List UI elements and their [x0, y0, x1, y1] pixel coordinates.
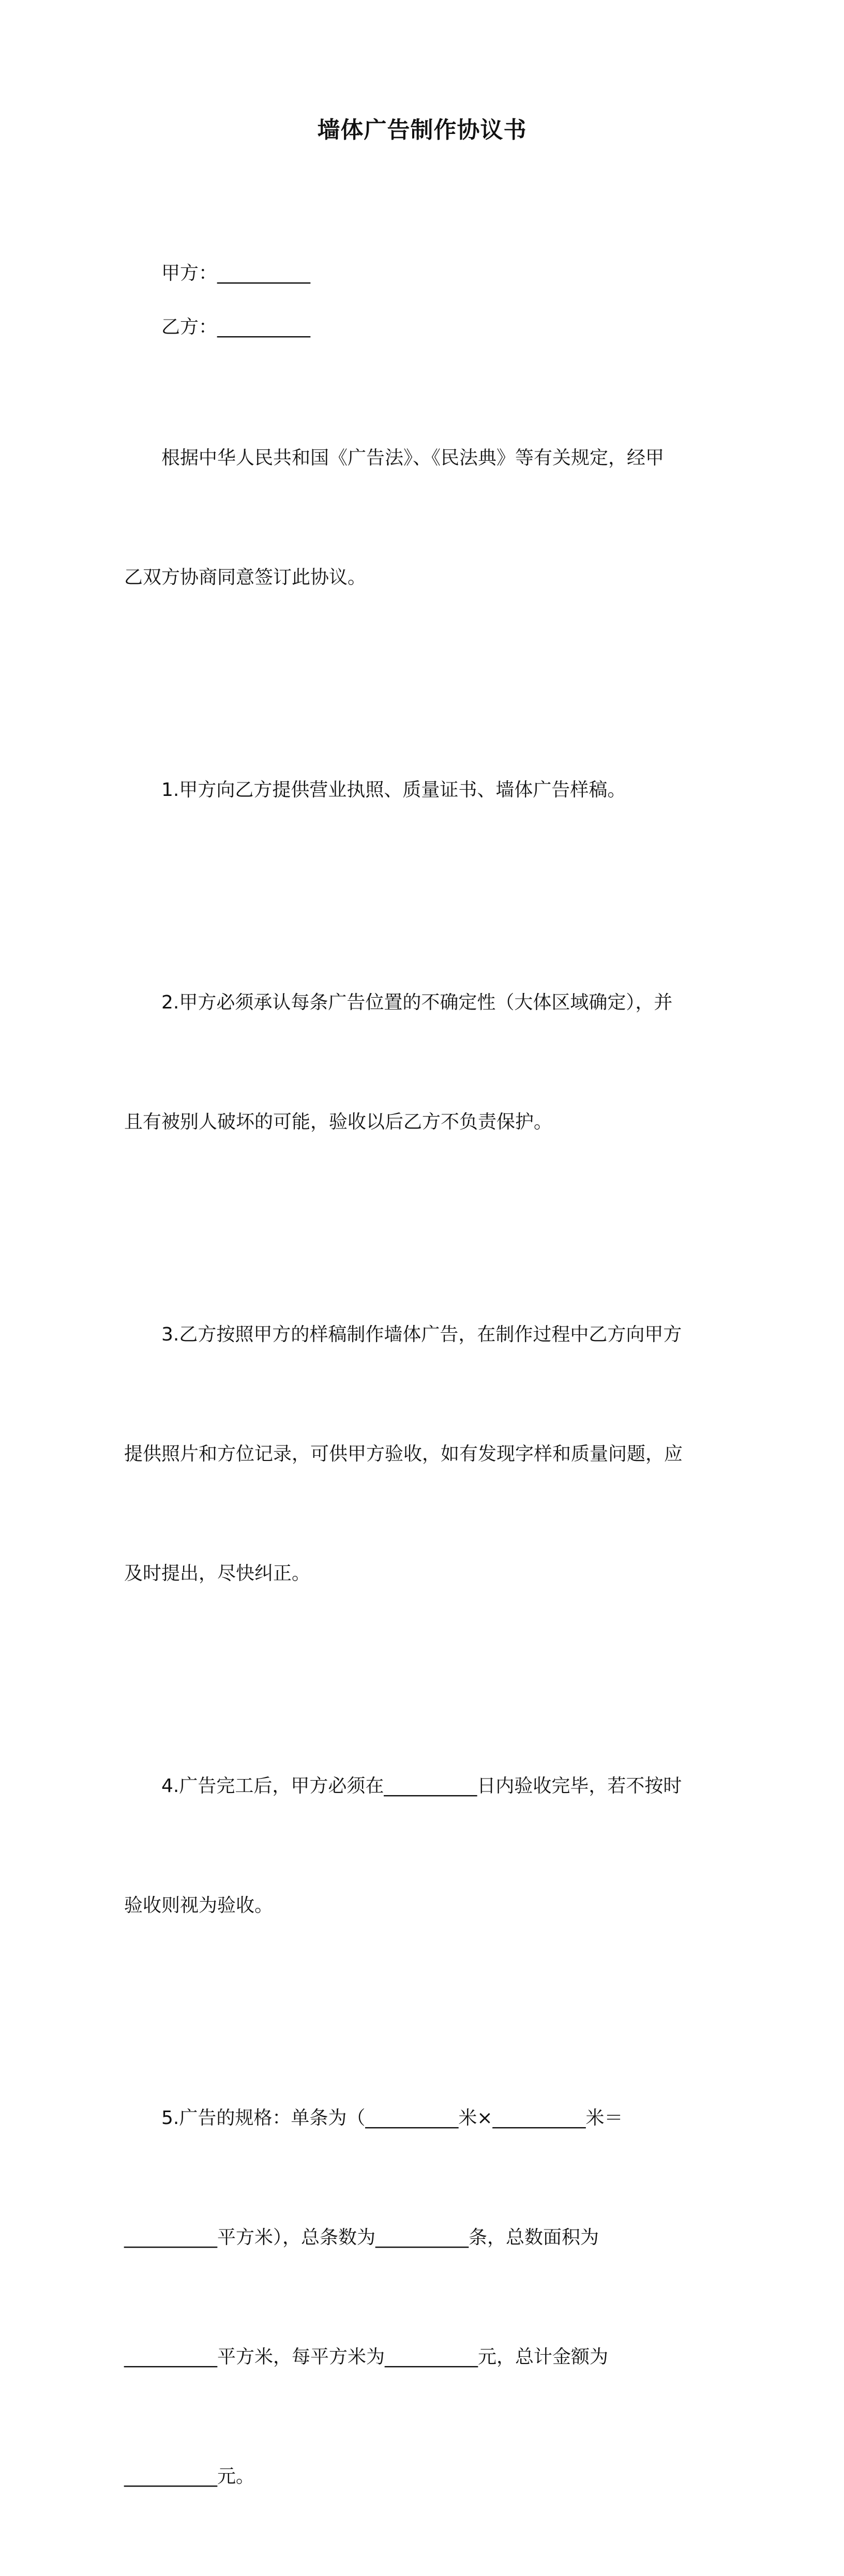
- intro-line-1: 根据中华人民共和国《广告法》、《民法典》等有关规定，经甲: [161, 447, 665, 469]
- clause-4-line-1: 4.广告完工后，甲方必须在__________日内验收完毕，若不按时: [161, 1775, 682, 1797]
- clause-5-line-3: __________平方米，每平方米为__________元，总计金额为: [124, 2346, 609, 2368]
- clause-3-paragraph: [124, 1235, 709, 1673]
- document-title: 墙体广告制作协议书: [317, 117, 527, 143]
- paragraph-spacer: [124, 890, 709, 903]
- paragraph-spacer: [124, 677, 709, 690]
- clause-4-paragraph: [124, 1686, 709, 2005]
- party-b-line: 乙方：__________: [161, 317, 311, 338]
- agreement-body: [124, 358, 709, 2576]
- paragraph-spacer: [124, 1222, 709, 1235]
- clause-5-line-1: 5.广告的规格：单条为（__________米×__________米＝: [161, 2107, 623, 2129]
- clause-4-line-2: 验收则视为验收。: [124, 1895, 274, 1916]
- clause-1-paragraph: [124, 690, 709, 890]
- paragraph-spacer: [124, 2005, 709, 2018]
- clause-1-line-1: 1.甲方向乙方提供营业执照、质量证书、墙体广告样稿。: [161, 779, 626, 801]
- clause-2-line-1: 2.甲方必须承认每条广告位置的不确定性（大体区域确定），并: [161, 992, 673, 1013]
- clause-3-line-2: 提供照片和方位记录，可供甲方验收，如有发现字样和质量问题，应: [124, 1443, 683, 1465]
- clause-5-line-2: __________平方米），总条数为__________条，总数面积为: [124, 2227, 599, 2248]
- party-a-line: 甲方：__________: [161, 263, 311, 284]
- paragraph-spacer: [124, 1673, 709, 1686]
- clause-2-paragraph: [124, 903, 709, 1222]
- parties-section: [124, 253, 709, 361]
- clause-5-paragraph: [124, 2018, 709, 2576]
- intro-line-2: 乙双方协商同意签订此协议。: [124, 567, 367, 588]
- clause-3-line-3: 及时提出，尽快纠正。: [124, 1563, 311, 1584]
- clause-5-line-4: __________元。: [124, 2466, 255, 2487]
- clause-3-line-1: 3.乙方按照甲方的样稿制作墙体广告，在制作过程中乙方向甲方: [161, 1324, 682, 1345]
- intro-paragraph: [124, 358, 709, 677]
- clause-2-line-2: 且有被别人破坏的可能，验收以后乙方不负责保护。: [124, 1111, 553, 1133]
